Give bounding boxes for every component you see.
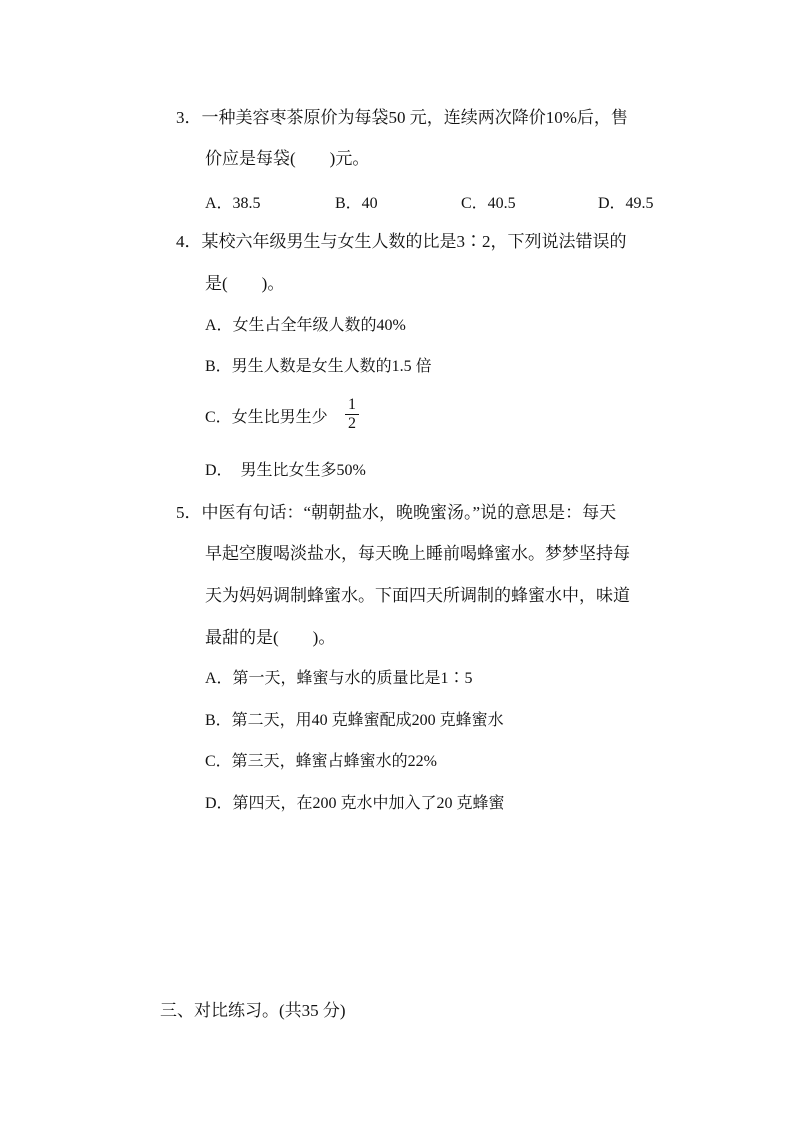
q4-option-a: A．女生占全年级人数的40%: [205, 317, 406, 334]
q4-option-c: C．女生比男生少: [205, 409, 328, 426]
q5-stem-line-2: 早起空腹喝淡盐水，每天晚上睡前喝蜂蜜水。梦梦坚持每: [205, 544, 630, 563]
q5-option-c: C．第三天，蜂蜜占蜂蜜水的22%: [205, 753, 438, 770]
q3-option-d: D．49.5: [598, 195, 654, 212]
q3-option-a: A．38.5: [205, 195, 261, 212]
q4-option-c-fraction: [345, 396, 359, 433]
q5-option-d: D．第四天，在200 克水中加入了20 克蜂蜜: [205, 795, 505, 812]
q5-stem-line-3: 天为妈妈调制蜂蜜水。下面四天所调制的蜂蜜水中，味道: [205, 586, 630, 605]
q5-stem-line-1: 5．中医有句话：“朝朝盐水，晚晚蜜汤。”说的意思是：每天: [176, 503, 617, 522]
q3-option-b: B．40: [335, 195, 378, 212]
q3-stem-line-1: 3．一种美容枣茶原价为每袋50 元，连续两次降价10%后，售: [176, 108, 628, 127]
q5-stem-line-4: 最甜的是( )。: [205, 628, 336, 647]
q4-option-d: D． 男生比女生多50%: [205, 462, 366, 479]
q4-stem-line-2: 是( )。: [205, 274, 285, 293]
section-3-heading: 三、对比练习。(共35 分): [160, 1001, 346, 1020]
q5-option-a: A．第一天，蜂蜜与水的质量比是1∶5: [205, 670, 473, 687]
q3-options: [205, 190, 685, 212]
fraction-numerator: 1: [345, 396, 359, 415]
q3-stem-line-2: 价应是每袋( )元。: [205, 149, 370, 168]
q5-option-b: B．第二天，用40 克蜂蜜配成200 克蜂蜜水: [205, 712, 504, 729]
fraction-denominator: 2: [348, 415, 356, 432]
q4-option-b: B．男生人数是女生人数的1.5 倍: [205, 358, 432, 375]
q4-stem-line-1: 4．某校六年级男生与女生人数的比是3∶2，下列说法错误的: [176, 232, 627, 251]
q3-option-c: C．40.5: [461, 195, 516, 212]
